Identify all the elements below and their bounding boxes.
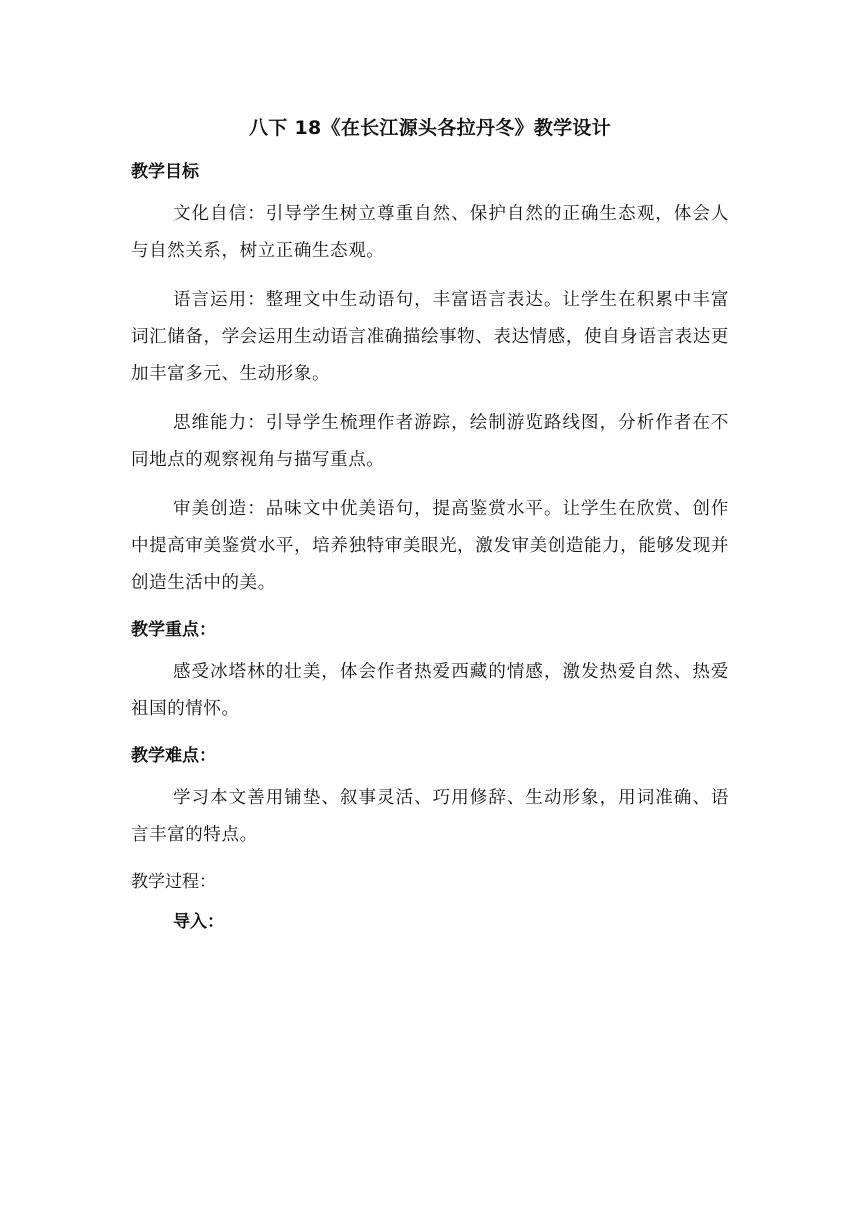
objective-cultural-confidence: 文化自信：引导学生树立尊重自然、保护自然的正确生态观，体会人与自然关系，树立正确生态观。 bbox=[131, 204, 729, 261]
key-points-text: 感受冰塔林的壮美，体会作者热爱西藏的情感，激发热爱自然、热爱祖国的情怀。 bbox=[131, 662, 729, 719]
objective-thinking-ability: 思维能力：引导学生梳理作者游踪，绘制游览路线图，分析作者在不同地点的观察视角与描写重点。 bbox=[131, 413, 729, 470]
difficulties-text: 学习本文善用铺垫、叙事灵活、巧用修辞、生动形象，用词准确、语言丰富的特点。 bbox=[131, 788, 729, 845]
intro-heading: 导入： bbox=[173, 912, 224, 932]
objective-language-use: 语言运用：整理文中生动语句，丰富语言表达。让学生在积累中丰富词汇储备，学会运用生动语言准确描绘事物、表达情感，使自身语言表达更加丰富多元、生动形象。 bbox=[131, 290, 729, 384]
objectives-heading: 教学目标 bbox=[131, 162, 199, 182]
document-body bbox=[131, 112, 729, 946]
difficulties-heading: 教学难点： bbox=[131, 746, 216, 766]
process-heading: 教学过程： bbox=[131, 872, 216, 892]
objective-aesthetic-creation: 审美创造：品味文中优美语句，提高鉴赏水平。让学生在欣赏、创作中提高审美鉴赏水平，培养独特审美眼光，激发审美创造能力，能够发现并创造生活中的美。 bbox=[131, 499, 729, 593]
key-points-heading: 教学重点： bbox=[131, 620, 216, 640]
document-title: 八下 18《在长江源头各拉丹冬》教学设计 bbox=[248, 117, 612, 139]
